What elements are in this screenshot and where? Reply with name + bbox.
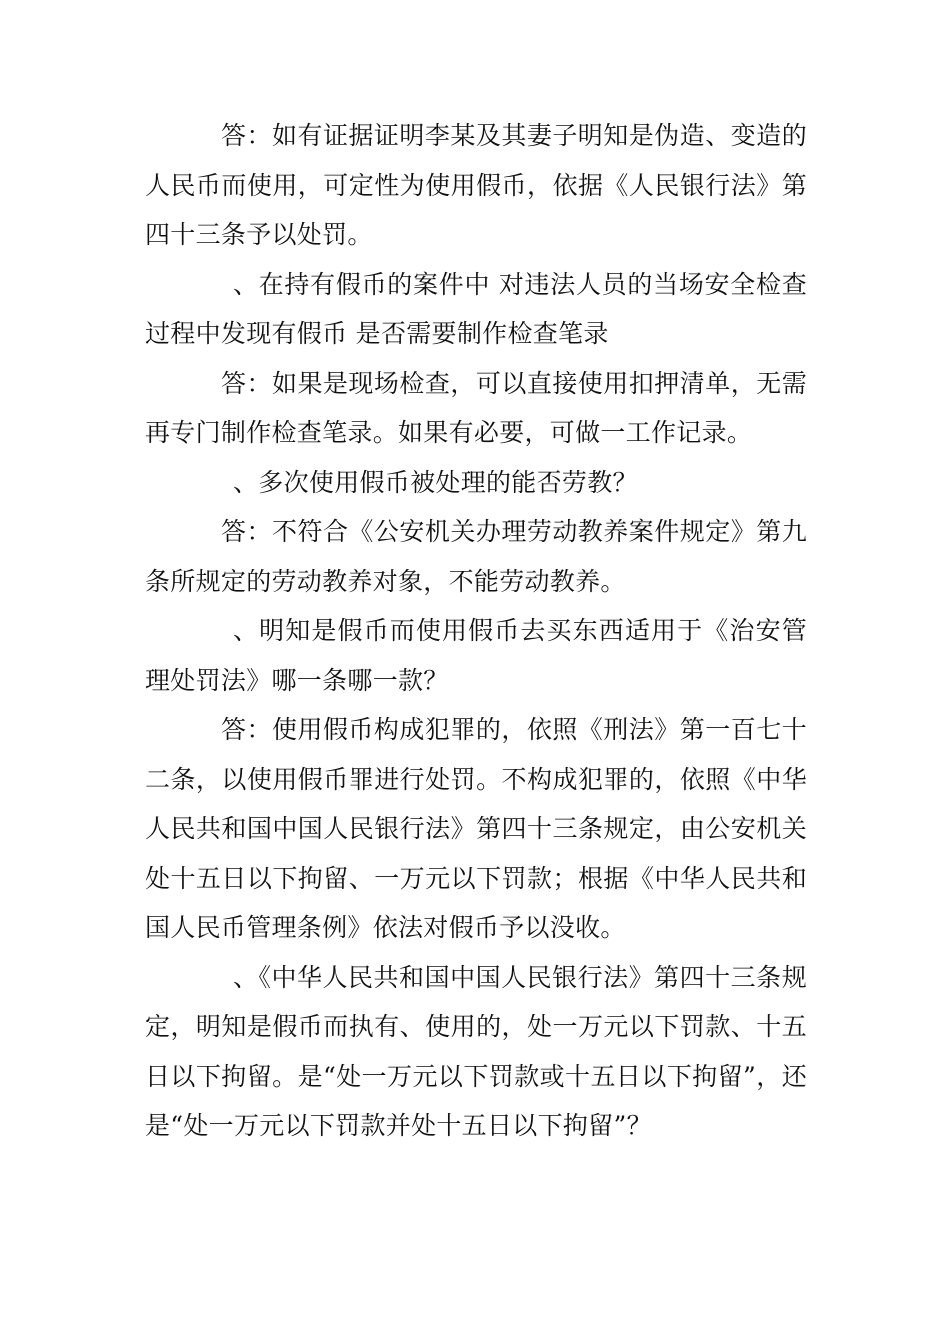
answer-paragraph-4: 答：使用假币构成犯罪的，依照《刑法》第一百七十二条，以使用假币罪进行处罚。不构成犯罪的，依照《中华人民共和国中国人民银行法》第四十三条规定，由公安机关处十五日以下拘留、一万元以下罚款；根据《中华人民共和国人民币管理条例》依法对假币予以没收。 (145, 715, 807, 942)
answer-paragraph-2: 答：如果是现场检查，可以直接使用扣押清单，无需再专门制作检查笔录。如果有必要，可做一工作记录。 (145, 368, 807, 447)
question-paragraph-4: 、明知是假币而使用假币去买东西适用于《治安管理处罚法》哪一条哪一款？ (145, 616, 807, 695)
answer-paragraph-3: 答：不符合《公安机关办理劳动教养案件规定》第九条所规定的劳动教养对象，不能劳动教养。 (145, 517, 807, 596)
question-paragraph-2: 、在持有假币的案件中 对违法人员的当场安全检查过程中发现有假币 是否需要制作检查笔录 (145, 269, 807, 348)
question-paragraph-5: 、《中华人民共和国中国人民银行法》第四十三条规定，明知是假币而执有、使用的，处一万元以下罚款、十五日以下拘留。是“处一万元以下罚款或十五日以下拘留”，还是“处一万元以下罚款并处十五日以下拘留”？ (145, 962, 807, 1140)
question-paragraph-3: 、多次使用假币被处理的能否劳教？ (233, 467, 638, 497)
document-body (145, 111, 807, 1151)
answer-paragraph-1: 答：如有证据证明李某及其妻子明知是伪造、变造的人民币而使用，可定性为使用假币，依据《人民银行法》第四十三条予以处罚。 (145, 121, 807, 249)
